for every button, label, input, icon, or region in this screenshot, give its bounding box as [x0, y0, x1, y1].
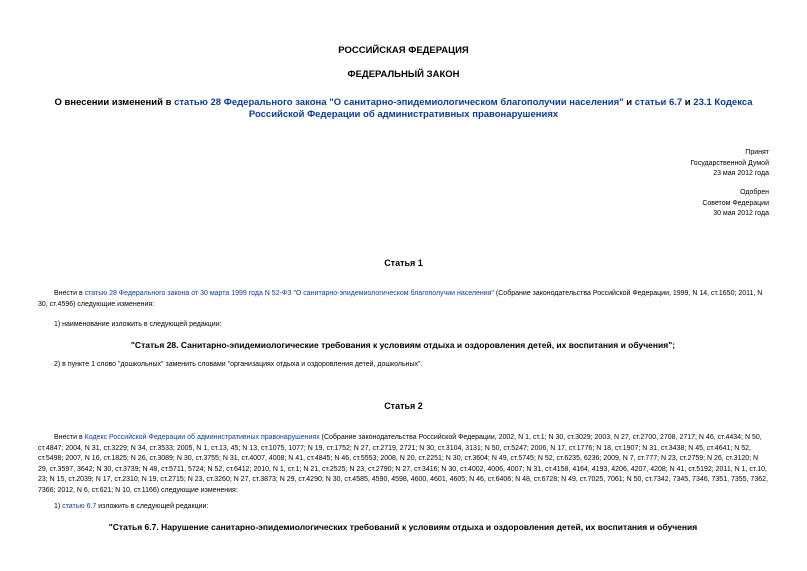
- article-1-quote-1: "Статья 28. Санитарно-эпидемиологические требования к условиям отдыха и оздоровления детей, их воспитания и обучения";: [130, 340, 676, 350]
- article-2-intro-suffix: (Собрание законодательства Российской Федерации, 2002, N 1, ст.1; N 30, ст.3029; 2003, N 27, ст.2700, 2708, 2717; N 46, ст.4434; N 50, ст.4847; 2004, N 31, ст.3229; N 34, ст.3533; 2005, N 1, ст.13, 45; N 13, ст.1075, 1077; N 19, ст.1752; N 27, ст.2719, 2721; N 30, ст.3104, 3131; N 50, ст.5247; 2006, N 17, ст.1776; N 18, ст.1907; N 31, ст.3438; N 45, ст.4641; N 52, ст.5498; 2007, N 16, ст.1825; N 26, ст.3089; N 30, ст.3755; N 31, ст.4007, 4008; N 41, ст.4845; N 46, ст.5553; 2008, N 20, ст.2251; N 30, ст.3604; N 49, ст.5745; N 52, ст.6235, 6236; 2009, N 7, ст.777; N 23, ст.2759; N 26, ст.3120; N 29, ст.3597, 3642; N 30, ст.3739; N 48, ст.5711, 5724; N 52, ст.6412; 2010, N 1, ст.1; N 21, ст.2525; N 23, ст.2790; N 27, ст.3416; N 30, ст.4002, 4006, 4007; N 31, ст.4158, 4164, 4193, 4206, 4207, 4208; N 41, ст.5192; 2011, N 1, ст.10, 23; N 15, ст.2039; N 17, ст.2310; N 19, ст.2715; N 23, ст.3260; N 27, ст.3873; N 29, ст.4290; N 30, ст.4585, 4590, 4598, 4600, 4601, 4605; N 46, ст.6406; N 48, ст.6728; N 49, ст.7025, 7061; N 50, ст.7342, 7345, 7346, 7351, 7355, 7362, 7366; 2012, N 6, ст.621; N 10, ст.1166) следующие изменения:: [38, 434, 768, 494]
- adoption-date: 23 мая 2012 года: [713, 170, 769, 177]
- article-1-intro-link[interactable]: статью 28 Федерального закона от 30 марта 1999 года N 52-ФЗ "О санитарно-эпидемиологическом благополучии населения": [84, 290, 494, 297]
- article-1-item-1: 1) наименование изложить в следующей редакции:: [54, 321, 222, 328]
- approval-block: [702, 188, 769, 220]
- article-2-intro-prefix: Внести в: [54, 434, 85, 441]
- title-link-article-28[interactable]: статью 28 Федерального закона "О санитарно-эпидемиологическом благополучии населения": [174, 97, 624, 108]
- title-link-article-6-7[interactable]: статьи 6.7: [634, 97, 683, 108]
- country-heading: РОССИЙСКАЯ ФЕДЕРАЦИЯ: [338, 45, 469, 56]
- article-2-intro: [38, 433, 768, 496]
- title-link-article-23-1[interactable]: 23.1 Кодекса Российской Федерации об административных правонарушениях: [248, 97, 753, 120]
- approval-date: 30 мая 2012 года: [713, 210, 769, 217]
- approval-line-2: Советом Федерации: [702, 199, 769, 207]
- article-1-intro-prefix: Внести в: [54, 290, 85, 297]
- law-type-heading: ФЕДЕРАЛЬНЫЙ ЗАКОН: [347, 69, 460, 80]
- adoption-line-2: Государственной Думой: [690, 159, 769, 167]
- article-1-heading: Статья 1: [384, 258, 423, 268]
- article-2-quote-1: "Статья 6.7. Нарушение санитарно-эпидемиологических требований к условиям отдыха и оздоровления детей, их воспитания и обучения: [108, 522, 698, 532]
- adoption-line-1: Принят: [745, 149, 769, 156]
- adoption-block: [690, 148, 769, 180]
- article-2-item-1-prefix: 1): [54, 503, 63, 510]
- document-title: [40, 97, 767, 121]
- article-1-intro: [38, 289, 768, 310]
- article-2-heading: Статья 2: [384, 401, 423, 411]
- article-2-item-1-suffix: изложить в следующей редакции:: [96, 503, 209, 510]
- article-1-intro-suffix: (Собрание законодательства Российской Федерации, 1999, N 14, ст.1650; 2011, N 30, ст.4596) следующие изменения:: [38, 290, 763, 308]
- approval-line-1: Одобрен: [740, 189, 769, 196]
- article-2-intro-link[interactable]: Кодекс Российской Федерации об административных правонарушениях: [84, 434, 320, 441]
- title-mid-1: и: [623, 97, 635, 108]
- article-2-item-1: [38, 502, 768, 513]
- title-prefix: О внесении изменений в: [54, 97, 175, 108]
- title-mid-2: и: [682, 97, 694, 108]
- article-2-item-1-link[interactable]: статью 6.7: [62, 503, 97, 510]
- article-1-item-2: 2) в пункте 1 слово "дошкольных" заменить словами "организациях отдыха и оздоровления детей, дошкольных".: [54, 361, 423, 368]
